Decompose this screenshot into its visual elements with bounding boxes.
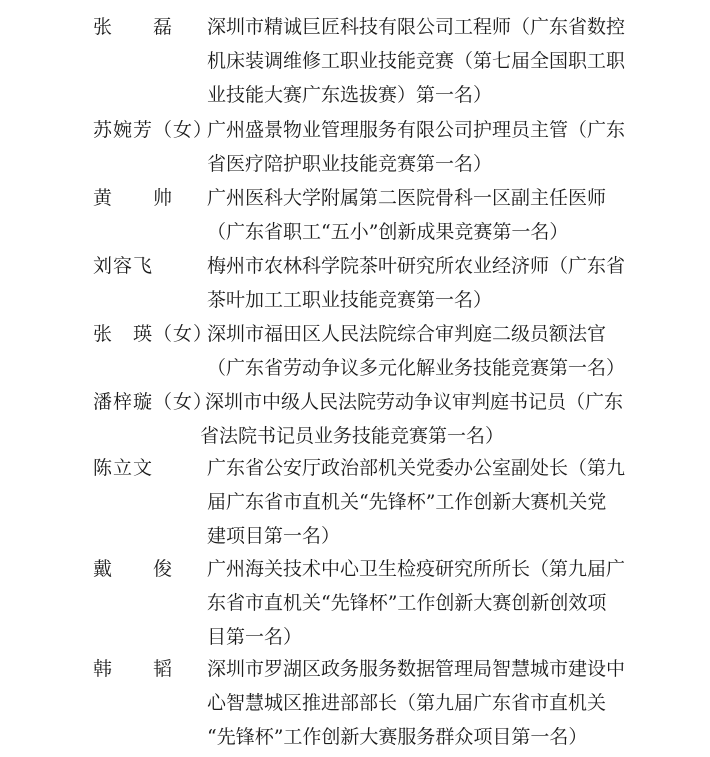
description-line: （广东省职工“五小”创新成果竞赛第一名） xyxy=(207,221,569,243)
description-line: 省医疗陪护职业技能竞赛第一名） xyxy=(207,153,493,175)
description-line: 深圳市中级人民法院劳动争议审判庭书记员（广东 xyxy=(205,391,624,413)
person-description xyxy=(207,451,625,553)
person-description xyxy=(207,113,625,147)
person-name: 戴 俊 xyxy=(93,558,174,580)
description-line: 广州医科大学附属第二医院骨科一区副主任医师 xyxy=(207,187,607,209)
description-line: 省法院书记员业务技能竞赛第一名） xyxy=(200,425,505,447)
person-name: 张 瑛（女） xyxy=(93,323,214,345)
person-name: 黄 帅 xyxy=(93,187,174,209)
person-description xyxy=(207,10,625,112)
description-line: 广东省公安厅政治部机关党委办公室副处长（第九 xyxy=(207,457,626,479)
person-description-cont xyxy=(200,419,504,453)
person-description xyxy=(207,181,606,249)
description-line: 深圳市精诚巨匠科技有限公司工程师（广东省数控 xyxy=(207,16,626,38)
description-line: 梅州市农林科学院茶叶研究所农业经济师（广东省 xyxy=(207,255,626,277)
person-description xyxy=(207,652,625,754)
person-name: 张 磊 xyxy=(93,16,174,38)
person-name: 陈立文 xyxy=(93,457,154,479)
description-line: 深圳市罗湖区政务服务数据管理局智慧城市建设中 xyxy=(207,658,626,680)
description-line: 机床装调维修工职业技能竞赛（第七届全国职工职 xyxy=(207,50,626,72)
person-description xyxy=(205,385,623,419)
person-description-cont xyxy=(207,147,492,181)
description-line: 广州盛景物业管理服务有限公司护理员主管（广东 xyxy=(207,119,626,141)
description-line: 心智慧城区推进部部长（第九届广东省市直机关 xyxy=(207,692,607,714)
description-line: 深圳市福田区人民法院综合审判庭二级员额法官 xyxy=(207,323,607,345)
person-name: 韩 韬 xyxy=(93,658,174,680)
description-line: 业技能大赛广东选拔赛）第一名） xyxy=(207,84,493,106)
person-description xyxy=(207,552,625,654)
person-name: 苏婉芳（女） xyxy=(93,119,214,141)
description-line: （广东省劳动争议多元化解业务技能竞赛第一名） xyxy=(207,357,626,379)
description-line: 广州海关技术中心卫生检疫研究所所长（第九届广 xyxy=(207,558,626,580)
description-line: 建项目第一名） xyxy=(207,525,341,547)
person-description xyxy=(207,249,625,317)
description-line: 目第一名） xyxy=(207,626,303,648)
person-description xyxy=(207,317,625,385)
description-line: “先锋杯”工作创新大赛服务群众项目第一名） xyxy=(207,726,588,748)
description-line: 东省市直机关“先锋杯”工作创新大赛创新创效项 xyxy=(207,592,607,614)
person-name: 刘容飞 xyxy=(93,255,154,277)
description-line: 届广东省市直机关“先锋杯”工作创新大赛机关党 xyxy=(207,491,607,513)
person-name: 潘梓璇（女） xyxy=(93,391,214,413)
description-line: 茶叶加工工职业技能竞赛第一名） xyxy=(207,289,493,311)
